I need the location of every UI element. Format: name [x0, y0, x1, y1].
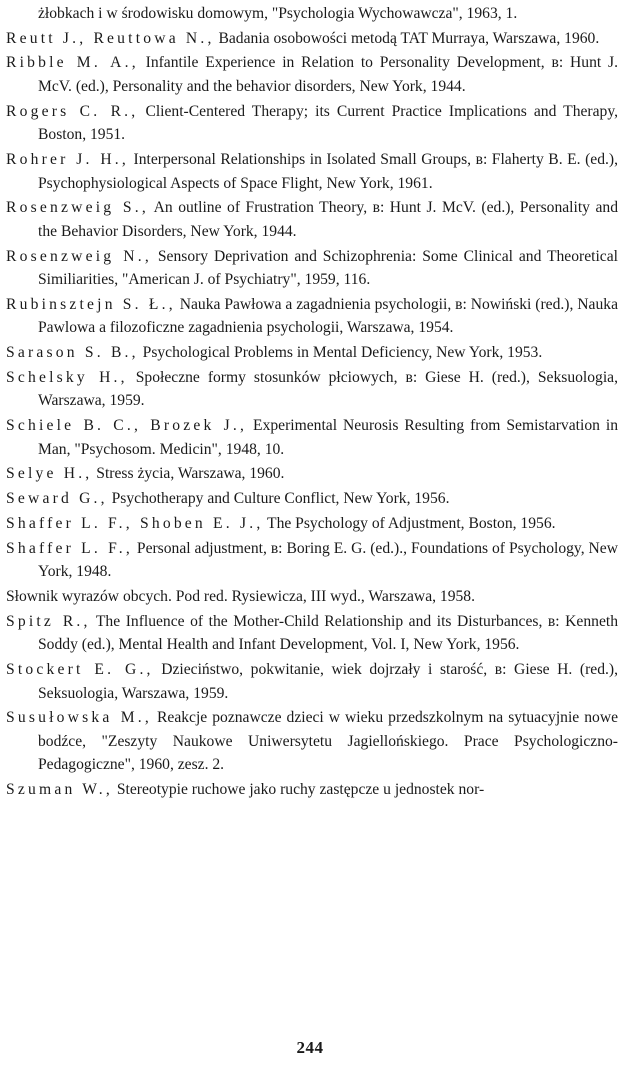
entry-author: Seward G., — [6, 490, 108, 508]
entry-author: Shaffer L. F., Shoben E. J., — [6, 514, 264, 532]
bibliography-entry — [6, 100, 618, 147]
entry-text: Infantile Experience in Relation to Personality Development, в: Hunt J. McV. (ed.), Personality and the behavior disorders, New York, 1944. — [38, 54, 618, 96]
entry-text: Społeczne formy stosunków płciowych, в: Giese H. (red.), Seksuologia, Warszawa, 1959. — [38, 368, 618, 410]
entry-author: Stockert E. G., — [6, 660, 154, 678]
entry-text: Experimental Neurosis Resulting from Semistarvation in Man, "Psychosom. Medicin", 1948, 10. — [38, 417, 618, 458]
entry-author: Rogers C. R., — [6, 102, 139, 120]
bibliography-entry — [6, 245, 618, 292]
entry-text: Nauka Pawłowa a zagadnienia psychologii, в: Nowiński (red.), Nauka Pawlowa a filozoficzne zagadnienia psychologii, Warszawa, 1954. — [38, 295, 618, 337]
entry-author: Spitz R., — [6, 612, 91, 630]
bibliography-entry — [6, 462, 618, 486]
entry-text: Stereotypie ruchowe jako ruchy zastępcze u jednostek nor- — [112, 781, 485, 799]
bibliography-list — [6, 2, 618, 803]
entry-text: An outline of Frustration Theory, в: Hunt J. McV. (ed.), Personality and the Behavior Disorders, New York, 1944. — [38, 199, 618, 240]
bibliography-entry — [6, 512, 618, 536]
bibliography-entry — [6, 610, 618, 657]
entry-author: Szuman W., — [6, 781, 113, 799]
bibliography-entry — [6, 778, 618, 802]
entry-author: Rosenzweig N., — [6, 247, 152, 265]
bibliography-entry — [6, 148, 618, 195]
bibliography-entry — [6, 585, 618, 609]
bibliography-entry — [6, 366, 618, 413]
bibliography-entry — [6, 658, 618, 705]
entry-text: Sensory Deprivation and Schizophrenia: Some Clinical and Theoretical Similiarities, "American J. of Psychiatry", 1959, 116. — [38, 247, 618, 289]
entry-author: Ribble M. A., — [6, 54, 139, 72]
bibliography-entry — [6, 51, 618, 98]
bibliography-entry — [6, 2, 618, 26]
entry-text: Dzieciństwo, pokwitanie, wiek dojrzały i starość, в: Giese H. (red.), Seksuologia, Warszawa, 1959. — [38, 660, 618, 702]
page-number: 244 — [296, 1038, 324, 1057]
bibliography-entry — [6, 293, 618, 340]
entry-author: Schiele B. C., Brozek J., — [6, 417, 248, 435]
entry-text: żłobkach i w środowisku domowym, "Psychologia Wychowawcza", 1963, 1. — [38, 5, 518, 22]
entry-text: The Psychology of Adjustment, Boston, 1956. — [263, 514, 556, 532]
entry-text: Client-Centered Therapy; its Current Practice Implications and Therapy, Boston, 1951. — [38, 102, 619, 144]
entry-text: Personal adjustment, в: Boring E. G. (ed.)., Foundations of Psychology, New York, 1948. — [38, 539, 618, 581]
bibliography-entry — [6, 341, 618, 365]
bibliography-entry — [6, 196, 618, 243]
entry-text: Reakcje poznawcze dzieci w wieku przedszkolnym na sytuacyjnie nowe bodźce, "Zeszyty Naukowe Uniwersytetu Jagiellońskiego. Prace Psychologiczno-Pedagogiczne", 1960, zesz. 2. — [38, 709, 619, 774]
bibliography-entry — [6, 414, 618, 461]
entry-author: Schelsky H., — [6, 368, 128, 386]
entry-author: Rohrer J. H., — [6, 151, 129, 169]
entry-author: Shaffer L. F., — [6, 539, 133, 557]
entry-author: Rosenzweig S., — [6, 199, 149, 217]
entry-text: Psychotherapy and Culture Conflict, New York, 1956. — [107, 490, 450, 508]
entry-author: Sarason S. B., — [6, 344, 139, 362]
entry-text: The Influence of the Mother-Child Relationship and its Disturbances, в: Kenneth Soddy (ed.), Mental Health and Infant Development, Vol. I, New York, 1956. — [38, 612, 618, 654]
bibliography-entry — [6, 537, 618, 584]
entry-text: Interpersonal Relationships in Isolated Small Groups, в: Flaherty B. E. (ed.), Psychophysiological Aspects of Space Flight, New York, 1961. — [38, 151, 618, 192]
entry-author: Susułowska M., — [6, 709, 152, 727]
bibliography-entry — [6, 706, 618, 777]
bibliography-entry — [6, 27, 618, 51]
entry-author: Reutt J., Reuttowa N., — [6, 29, 215, 47]
entry-author: Selye H., — [6, 465, 93, 483]
entry-text: Stress życia, Warszawa, 1960. — [92, 465, 285, 483]
bibliography-entry — [6, 487, 618, 511]
entry-text: Słownik wyrazów obcych. Pod red. Rysiewicza, III wyd., Warszawa, 1958. — [6, 587, 475, 605]
entry-text: Psychological Problems in Mental Deficiency, New York, 1953. — [138, 344, 543, 362]
entry-text: Badania osobowości metodą TAT Murraya, Warszawa, 1960. — [214, 29, 600, 47]
entry-author: Rubinsztejn S. Ł., — [6, 295, 176, 313]
